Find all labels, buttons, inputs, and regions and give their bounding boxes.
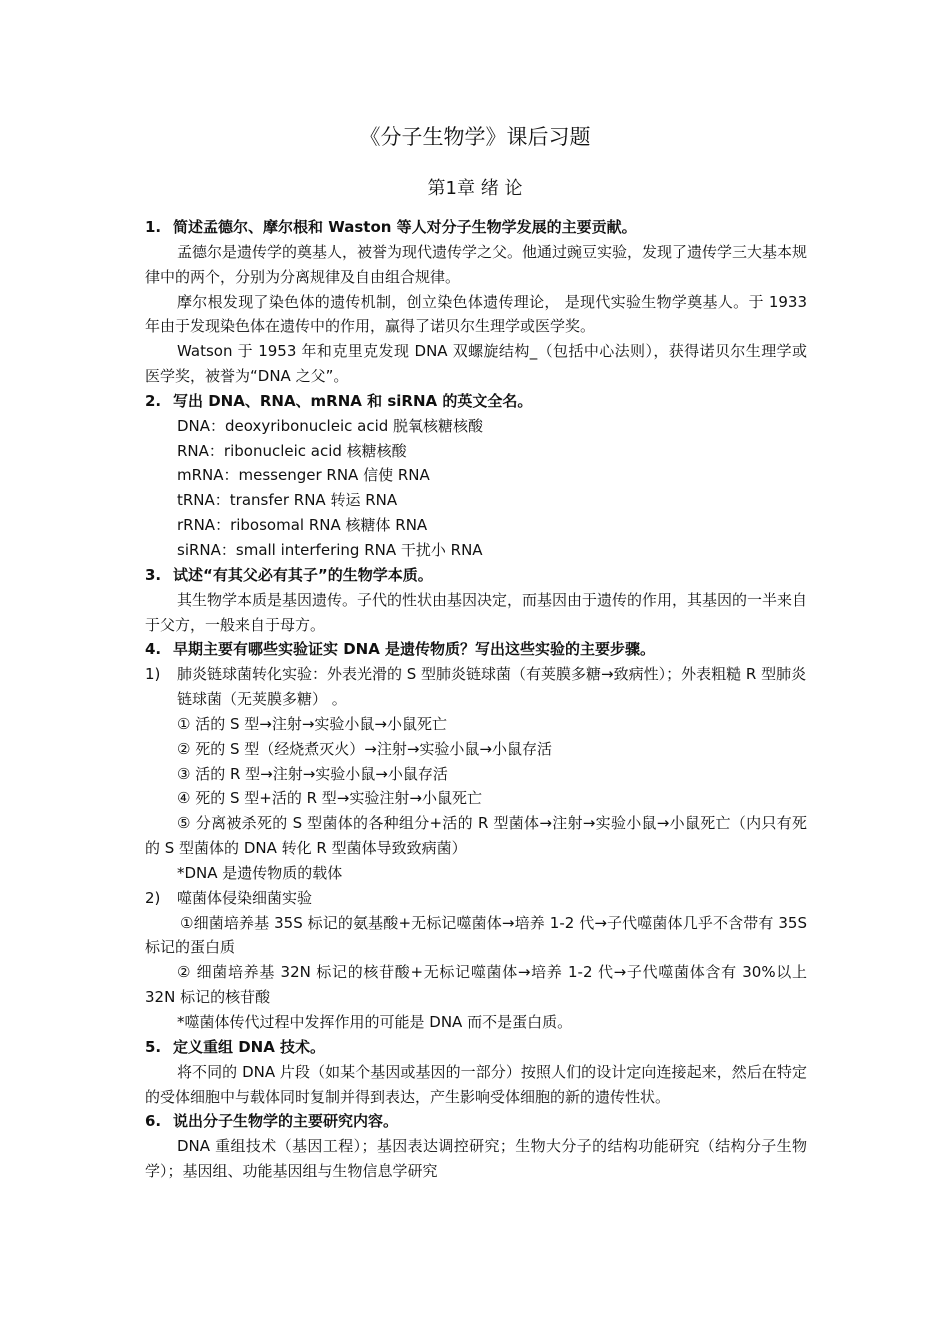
experiment-1 xyxy=(145,662,807,712)
question-3-heading xyxy=(145,563,807,588)
answer-paragraph: 将不同的 DNA 片段（如某个基因或基因的一部分）按照人们的设计定向连接起来，然后在特定的受体细胞中与载体同时复制并得到表达，产生影响受体细胞的新的遗传性状。 xyxy=(145,1062,807,1106)
term-line: rRNA：ribosomal RNA 核糖体 RNA xyxy=(177,516,428,535)
question-number: 2. xyxy=(145,391,162,410)
document-body xyxy=(145,215,807,1184)
answer-paragraph: 摩尔根发现了染色体的遗传机制，创立染色体遗传理论， 是现代实验生物学奠基人。于 1933 年由于发现染色体在遗传中的作用，赢得了诺贝尔生理学或医学奖。 xyxy=(145,292,807,336)
question-4-heading xyxy=(145,637,807,662)
term-line: siRNA：small interfering RNA 干扰小 RNA xyxy=(177,540,483,559)
term-line: mRNA：messenger RNA 信使 RNA xyxy=(177,466,430,485)
question-text: 定义重组 DNA 技术。 xyxy=(173,1037,326,1056)
experiment-step: ② 死的 S 型（经烧煮灭火）→注射→实验小鼠→小鼠存活 xyxy=(177,739,552,758)
experiment-description: 噬菌体侵染细菌实验 xyxy=(177,888,313,907)
term-line: DNA：deoxyribonucleic acid 脱氧核糖核酸 xyxy=(177,416,484,435)
question-number: 6. xyxy=(145,1112,162,1131)
question-5-heading xyxy=(145,1035,807,1060)
experiment-number: 1) xyxy=(145,665,161,684)
question-text: 说出分子生物学的主要研究内容。 xyxy=(173,1112,399,1131)
experiment-description: 肺炎链球菌转化实验：外表光滑的 S 型肺炎链球菌（有荚膜多糖→致病性）；外表粗糙 R 型肺炎链球菌（无荚膜多糖） 。 xyxy=(177,665,807,709)
experiment-step: ⑤ 分离被杀死的 S 型菌体的各种组分+活的 R 型菌体→注射→实验小鼠→小鼠死亡（内只有死的 S 型菌体的 DNA 转化 R 型菌体导致致病菌） xyxy=(145,814,807,858)
experiment-step: ③ 活的 R 型→注射→实验小鼠→小鼠存活 xyxy=(177,764,448,783)
experiment-2 xyxy=(145,886,807,911)
chapter-heading: 第1章 绪 论 xyxy=(427,178,523,199)
question-6-heading xyxy=(145,1109,807,1134)
term-line: RNA：ribonucleic acid 核糖核酸 xyxy=(177,441,407,460)
question-2-heading xyxy=(145,389,807,414)
answer-paragraph: 孟德尔是遗传学的奠基人，被誉为现代遗传学之父。他通过豌豆实验，发现了遗传学三大基本规律中的两个，分别为分离规律及自由组合规律。 xyxy=(145,242,808,286)
answer-paragraph: DNA 重组技术（基因工程）；基因表达调控研究；生物大分子的结构功能研究（结构分子生物学）；基因组、功能基因组与生物信息学研究 xyxy=(145,1137,807,1181)
question-number: 1. xyxy=(145,218,162,236)
document-title: 《分子生物学》课后习题 xyxy=(359,125,591,149)
question-text: 试述“有其父必有其子”的生物学本质。 xyxy=(173,565,433,584)
answer-paragraph: 其生物学本质是基因遗传。子代的性状由基因决定，而基因由于遗传的作用，其基因的一半来自于父方，一般来自于母方。 xyxy=(145,590,808,634)
question-1-heading xyxy=(145,215,807,240)
experiment-number: 2) xyxy=(145,888,161,907)
question-number: 5. xyxy=(145,1037,162,1056)
experiment-note: *DNA 是遗传物质的载体 xyxy=(177,863,343,882)
question-text: 写出 DNA、RNA、mRNA 和 siRNA 的英文全名。 xyxy=(173,391,533,410)
experiment-step: ② 细菌培养基 32N 标记的核苷酸+无标记噬菌体→培养 1-2 代→子代噬菌体含有 30%以上 32N 标记的核苷酸 xyxy=(145,963,807,1007)
question-number: 4. xyxy=(145,640,162,659)
experiment-step: ① 活的 S 型→注射→实验小鼠→小鼠死亡 xyxy=(177,714,447,733)
experiment-step: ①细菌培养基 35S 标记的氨基酸+无标记噬菌体→培养 1-2 代→子代噬菌体几乎不含带有 35S 标记的蛋白质 xyxy=(145,913,807,957)
experiment-step: ④ 死的 S 型+活的 R 型→实验注射→小鼠死亡 xyxy=(177,789,482,808)
term-line: tRNA：transfer RNA 转运 RNA xyxy=(177,491,398,510)
answer-paragraph: Watson 于 1953 年和克里克发现 DNA 双螺旋结构_（包括中心法则），获得诺贝尔生理学或医学奖，被誉为“DNA 之父”。 xyxy=(145,342,807,386)
experiment-note: *噬菌体传代过程中发挥作用的可能是 DNA 而不是蛋白质。 xyxy=(177,1013,573,1031)
question-text: 早期主要有哪些实验证实 DNA 是遗传物质？写出这些实验的主要步骤。 xyxy=(173,640,656,659)
question-number: 3. xyxy=(145,565,162,584)
question-text: 简述孟德尔、摩尔根和 Waston 等人对分子生物学发展的主要贡献。 xyxy=(173,218,637,236)
